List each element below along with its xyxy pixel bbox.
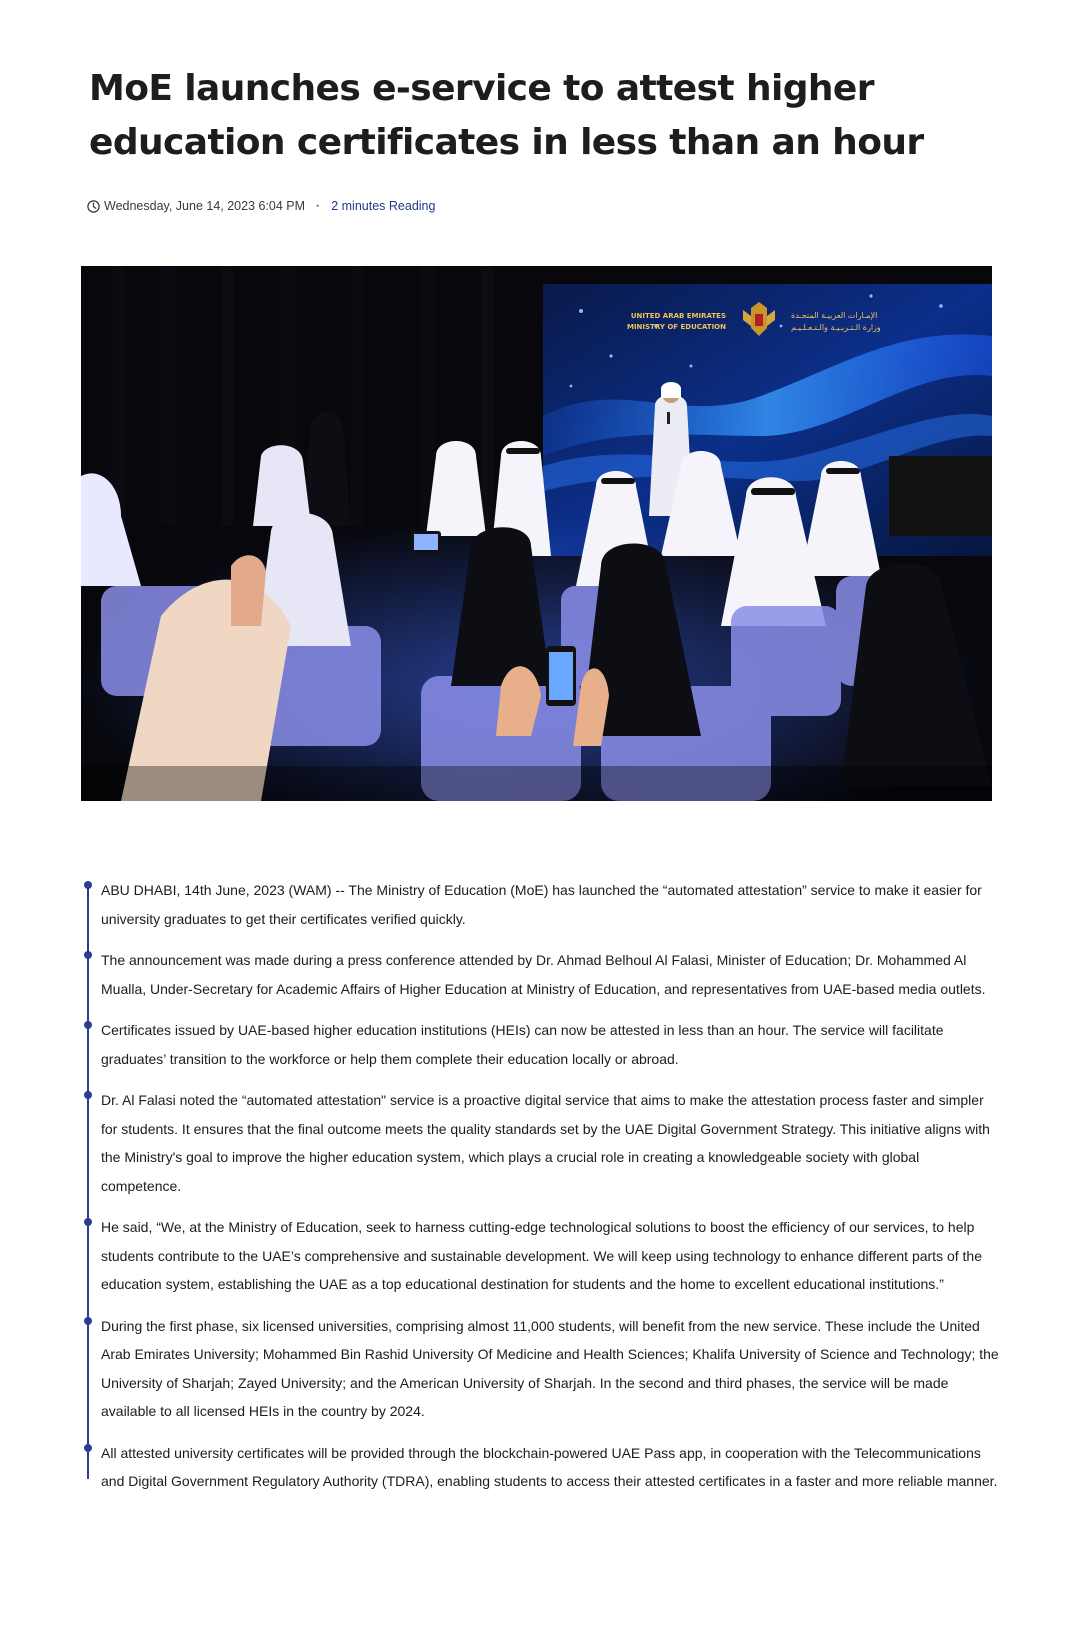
paragraph-text: During the first phase, six licensed universities, comprising almost 11,000 students, will benefit from the new service. These include the United Arab Emirates University; Mohammed Bin Rashid University Of Medicine and Health Sciences; Khalifa University of Science and Technology; the University of Sharjah; Zayed University; and the American University of Sharjah. In the second and third phases, the service will be made available to all licensed HEIs in the country by 2024.: [101, 1317, 999, 1419]
paragraph: [87, 876, 1002, 933]
paragraph-text: He said, “We, at the Ministry of Education, seek to harness cutting-edge technological solutions to boost the efficiency of our services, to help students contribute to the UAE’s comprehensive and sustainable development. We will keep using technology to enhance different parts of the education system, establishing the UAE as a top educational destination for students and the home to excellent educational institutions.”: [101, 1219, 982, 1292]
logo-english-line2: MINISTRY OF EDUCATION: [626, 323, 726, 331]
article-body: [87, 876, 1002, 1509]
paragraph: [87, 946, 1002, 1003]
meta-separator: •: [316, 201, 320, 211]
clock-icon: [87, 200, 100, 213]
timeline-dot: [84, 881, 92, 889]
logo-arabic-line1: الإمـارات العربيـة المتحـدة: [791, 311, 878, 320]
paragraph-text: All attested university certificates will be provided through the blockchain-powered UAE Pass app, in cooperation with the Telecommunications and Digital Government Regulatory Authority (TDRA), enabling students to access their attested certificates in a faster and more reliable manner.: [101, 1444, 998, 1489]
paragraph: [87, 1213, 1002, 1299]
article-meta: [87, 197, 435, 215]
timeline-dot: [84, 1091, 92, 1099]
paragraph-text: The announcement was made during a press conference attended by Dr. Ahmad Belhoul Al Falasi, Minister of Education; Dr. Mohammed Al Mualla, Under-Secretary for Academic Affairs of Higher Education at Ministry of Education, and representatives from UAE-based media outlets.: [101, 952, 986, 997]
article-title: MoE launches e-service to attest higher education certificates in less than an hour: [89, 68, 924, 163]
timeline-dot: [84, 1444, 92, 1452]
paragraph-text: Certificates issued by UAE-based higher education institutions (HEIs) can now be attested in less than an hour. The service will facilitate graduates’ transition to the workforce or help them complete their education locally or abroad.: [101, 1022, 944, 1067]
reading-time: 2 minutes Reading: [331, 199, 436, 213]
timeline-dot: [84, 1317, 92, 1325]
timeline-dot: [84, 1218, 92, 1226]
paragraph: [87, 1312, 1002, 1426]
paragraph-text: Dr. Al Falasi noted the “automated attestation" service is a proactive digital service that aims to make the attestation process faster and simpler for students. It ensures that the final outcome meets the quality standards set by the UAE Digital Government Strategy. This initiative aligns with the Ministry's goal to improve the higher education system, which plays a crucial role in creating a knowledgeable society with global competence.: [101, 1092, 990, 1194]
logo-arabic-line2: وزارة الـتـربـيـة والـتـعـلـيـم: [791, 323, 881, 332]
timeline-dot: [84, 1021, 92, 1029]
hero-photo: [81, 266, 992, 801]
publish-date: Wednesday, June 14, 2023 6:04 PM: [104, 199, 306, 213]
paragraph: [87, 1016, 1002, 1073]
paragraph: [87, 1439, 1002, 1496]
timeline-dot: [84, 951, 92, 959]
logo-english-line1: UNITED ARAB EMIRATES: [630, 312, 726, 320]
paragraph-text: ABU DHABI, 14th June, 2023 (WAM) -- The Ministry of Education (MoE) has launched the “automated attestation” service to make it easier for university graduates to get their certificates verified quickly.: [101, 882, 982, 927]
paragraph: [87, 1086, 1002, 1200]
